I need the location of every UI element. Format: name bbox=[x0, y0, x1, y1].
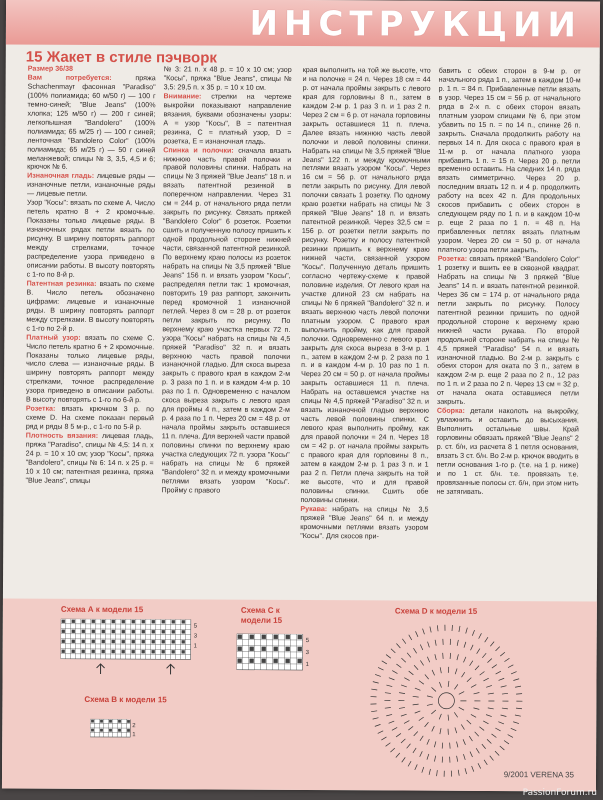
col4-paragraph bbox=[437, 255, 580, 408]
scheme-d-label: Схема D к модели 15 bbox=[394, 606, 478, 616]
paragraph-heading: Платный узор: bbox=[26, 333, 81, 342]
col1-paragraph bbox=[27, 172, 155, 200]
schemes-area bbox=[2, 598, 597, 791]
text-column-3 bbox=[300, 66, 431, 587]
paragraph-text: набрать на спицы № 3,5 пряжей "Blue Jeans" 64 п. и между кромочными петлями вязать узором "Косы". Для скосов при- bbox=[300, 504, 429, 540]
paragraph-text: вязать крючком 3 р. по схеме D. На схеме показан первый ряд и ряды 8 5 м-р., с 1-го по 5-й р. bbox=[25, 404, 154, 432]
text-column-4 bbox=[436, 67, 581, 588]
col1-paragraph bbox=[27, 199, 155, 280]
watermark: PassionForum.ru bbox=[522, 788, 597, 798]
paragraph-text: связать пряжей "Bandolero Color" 1 розетку и вшить ее в сквозной квадрат. Набрать на спицы № 3 пряжей "Blue Jeans" 14 п. и вязать патентной резинкой. Через 36 см = 174 р. от начального ряда петли закрыть по рисунку. Полосу патентной резинки пришить по одной продольной стороне к верхнему краю нижней части рукава. По второй продольной стороне набрать на спицы № 4,5 пряжей "Paradiso" 54 п. и вязать изнаночной гладью. Во 2-м р. закрыть с обеих сторон для оката по 3 п., затем в каждом 2-м р. еще 2 раза по 2 п., 12 раз по 1 п. и 2 раза по 2 п. Через 13 см = 32 р. от начала оката оставшиеся петли закрыть. bbox=[436, 254, 580, 407]
paragraph-text: лицевая гладь, пряжа "Paradiso", спицы № 4,5: 14 п. х 24 р. = 10 х 10 см; узор "Косы", пряжа "Bandolero", спицы № 6: 14 п. х 25 р. = 10 х 10 см; патентная резинка, пряжа "Blue Jeans", спицы bbox=[25, 432, 154, 485]
scheme-c-row-5: 5 bbox=[305, 638, 310, 645]
scheme-b-label: Схема В к модели 15 bbox=[84, 694, 167, 705]
paragraph-heading: Плотность вязания: bbox=[25, 431, 99, 441]
paragraph-text: бавить с обеих сторон в 9-м р. от начального ряда 1 п., затем в каждом 10-м р. 1 п. = 84 п. Прибавленные петли вязать в узор. Через 15 см = 56 р. от начального ряда в 2-х п. с обеих сторон вязать платным узором спицами № 6, при этом убавить по 15 п. = по 14 п., спинке 26 п. закрыть. Сначала продолжить работу на первых 14 п. Для скоса с правого края в 11-м р. от начала платного узора прибавить 1 п. = 15 п. Через 20 р. петли временно оставить. На следних 14 п. ряда вязать симметрично. Через 20 р. последним вязать 12 п. и 4 р. продолжить работу на всех 42 п. Для продольных скосов прибавить с обеих сторон в следующем ряду по 1 п. и в каждом 10-м р. еще 2 раза по 1 п. = 48 п. На прибавленных петлях вязать платным узором. Через 20 см = 50 р. от начала платного узора петли закрыть. bbox=[437, 66, 581, 255]
page-footer: 9/2001 VERENA 35 bbox=[503, 770, 575, 780]
col4-paragraph bbox=[436, 407, 578, 497]
paragraph-text: Узор "Косы": вязать по схеме А. Число петель кратно 8 + 2 кромочные. Показаны только лицевые ряды. В изнаночных рядах петли вязать по рисунку. В ширину повторять раппорт между стрелками, точное распределение узора приведено в описании работы. В высоту повторять с 1-го по 8-й р. bbox=[26, 198, 156, 279]
paragraph-text: пряжа Schachenmayr фасонная "Paradiso" (100% полиамида; 60 м/50 г) — 100 г темно-синей; "Blue Jeans" (100% хлопка; 125 м/50 г) — 200 г синей; легкопышная "Bandolero" (100% полиамида; 65 м/25 г) — 100 г синей; ленточная "Bandolero Color" (100% полиамида; 65 м/25 г) — 50 г синей меланжевой; спицы № 3, 3,5, 4,5 и 6; крючок № 6. bbox=[27, 73, 156, 172]
section-label: ИНСТРУКЦИИ bbox=[249, 3, 583, 46]
paragraph-heading: Сборка: bbox=[436, 406, 465, 416]
paragraph-heading: Внимание: bbox=[163, 92, 202, 101]
paragraph-heading: Розетка: bbox=[437, 254, 468, 263]
col1-paragraph bbox=[26, 279, 154, 333]
paragraph-text: детали наколоть на выкройку, увлажнить и оставить до высыхания. Выполнить остальные швы. Край горловины обвязать пряжей "Blue Jeans" 2 р. ст. б/н, из расчета 8 1 петля основания, вязать 3 ст. б/н. Во 2-м р. крючок вводить в петли основания 1-го р. (т.е. на 1 р. ниже) и по 1 ст. б/н. т.е. провязать т.е. провязанные полосы ст. б/н, при этом нить не затягивать. bbox=[436, 407, 579, 496]
paragraph-heading: Патентная резинка: bbox=[26, 279, 97, 288]
col2-paragraph bbox=[163, 92, 291, 146]
scheme-b-row-2: 2 bbox=[132, 723, 136, 730]
paragraph-text: края выполнить на той же высоте, что и на полочке = 24 п. Через 18 см = 44 р. от начала проймы закрыть с левого края для горловины 8 п., затем в каждом 2-м р. 1 раз 3 п. и 1 раз 2 п. Через 2 см = 6 р. от начала горловины закрыть оставшиеся 11 п. плеча. Далее вязать нижнюю часть левой полочки и левой половины спинки. Набрать на спицы № 3,5 пряжей "Blue Jeans" 122 п. и между кромочными петлями вязать узором "Косы". Через 16 см = 56 р. от начального ряда петли закрыть по рисунку. Для левой полочки связать 1 розетку. По одному краю розетки набрать на спицы № 3 пряжей "Blue Jeans" 18 п. и вязать патентной резинкой. Через 32,5 см = 156 р. от розетки петли закрыть по рисунку. Розетку и полосу патентной резинки пришить к верхнему краю нижней части, связанной узором "Косы". Полученную деталь пришить согласно чертежу-схеме к правой половине изделия. От левого края на участке длиной 23 см набрать на спицы № 6 пряжей "Bandolero" 32 п. и вязать верхнюю часть левой полочки платным узором. С правого края выполнить пройму, как для правой полочки. Одновременно с левого края закрыть для скоса выреза в 3-м р. 1 п., затем в каждом 2-м р. 2 раза по 1 п. и в каждом 4-м р. 10 раз по 1 п. Через 20 см = 50 р. от начала проймы закрыть оставшиеся 11 п. плеча. Набрать на оставшемся участке на спицы № 4,5 пряжей "Paradiso" 32 п. и вязать изнаночной гладью верхнюю часть левой половины спинки. С левого края выполнить пройму, как для правой полочки = 24 п. Через 18 см = 42 р. от начала проймы закрыть с правого края для горловины 8 п., затем в каждом 2-м р. 1 раз 3 п. и 1 раз 2 п. Петли плеча закрыть на той же высоте, что и для правой половины спинки. Сшить обе половины спинки. bbox=[300, 66, 431, 505]
paragraph-text: вязать по схеме В. Число петель обозначено цифрами: лицевые и изнаночные ряды. В ширину повторять раппорт между стрелками. В высоту повторять с 1-го по 2-й р. bbox=[26, 279, 155, 333]
paragraph-heading: Изнаночная гладь: bbox=[27, 172, 95, 181]
col3-paragraph bbox=[300, 66, 430, 505]
paragraph-text: лицевые ряды — изнаночные петли, изнаночные ряды — лицевые петли. bbox=[27, 172, 156, 199]
section-banner bbox=[6, 0, 600, 48]
col1-paragraph bbox=[27, 74, 156, 173]
scheme-a-row-3: 3 bbox=[193, 633, 198, 640]
paragraph-heading: Спинка и полочки: bbox=[163, 145, 234, 155]
scheme-a-row-5: 5 bbox=[193, 623, 198, 630]
paragraph-text: сначала вязать нижнюю часть правой полочки и правой половины спинки. Набрать на спицы № 3 пряжей "Blue Jeans" 18 п. и вязать патентной резинкой в поперечном направлении. Через 31 см = 244 р. от начального ряда петли закрыть по рисунку. Связать пряжей "Bandolero Color" 6 розеток. Розетки сшить и полученную полосу пришить к одной продольной стороне нижней части, связанной патентной резинкой. По верхнему краю полосы из розеток набрать на спицы № 3,5 пряжей "Blue Jeans" 156 п. и вязать узором "Косы", распределяя петли так: 1 кромочная, повторить 19 раз раппорт, закончить перед кромочной 1 изнаночной петлей. Через 8 см = 28 р. от розеток петли закрыть по рисунку. По верхнему краю участка первых 72 п. узора "Косы" набрать на спицы № 4,5 пряжей "Paradiso" 32 п. и вязать верхнюю часть правой полочки изнаночной гладью. Для скоса выреза закрыть с правого края в каждом 2-м р. 3 раза по 1 п. и в каждом 4-м р. 10 раз по 1 п. Одновременно с началом скоса выреза закрыть с левого края для проймы 4 п., затем в каждом 2-м р. 4 раза по 1 п. Через 20 см = 48 р. от начала проймы закрыть оставшиеся 11 п. плеча. Для верхней части правой половины спинки по верхнему краю участка следующих 72 п. узора "Косы" набрать на спицы № 6 пряжей "Bandolero" 32 п. и между кромочными петлями вязать узором "Косы". Пройму с правого bbox=[161, 146, 292, 495]
scheme-d-rosette bbox=[368, 622, 529, 783]
scheme-c-label: Схема С к модели 15 bbox=[240, 605, 283, 625]
scheme-a-row-1: 1 bbox=[193, 643, 198, 650]
paragraph-text: стрелки на чертеже выкройки показывают направление вязания, буквами обозначены узоры: А = узор "Косы", В = патентная резинка, С = платный узор, D = розетка, Е = изнаночная гладь. bbox=[163, 92, 292, 146]
size-line: Размер 36/38 bbox=[27, 64, 74, 73]
article-title: 15 Жакет в стиле пэчворк bbox=[25, 48, 217, 67]
repeat-arrows-a bbox=[97, 664, 175, 674]
scheme-a-label: Схема А к модели 15 bbox=[60, 604, 144, 615]
col1-paragraph bbox=[26, 333, 154, 405]
paragraph-text: № 3: 21 п. х 48 р. = 10 х 10 см; узор "Косы", пряжа "Blue Jeans", спицы № 3,5: 29,5 п. х 35 р. = 10 х 10 см. bbox=[163, 65, 292, 92]
col2-paragraph bbox=[161, 146, 291, 496]
scheme-c-grid bbox=[236, 634, 316, 694]
col2-paragraph bbox=[164, 65, 292, 93]
paragraph-heading: Рукава: bbox=[300, 504, 328, 513]
scheme-c-row-3: 3 bbox=[305, 650, 310, 657]
scheme-a-grid bbox=[61, 619, 201, 680]
col3-paragraph bbox=[300, 505, 428, 541]
text-column-2 bbox=[161, 65, 292, 586]
paragraph-text: вязать по схеме С. Число петель кратно 6 + 2 кромочные. Показаны только лицевые ряды, число слева — изнаночные ряды. В ширину повторять раппорт между стрелками, точное распределение узора приведено в описании работы. В высоту повторять с 1-го по 6-й р. bbox=[25, 333, 155, 405]
col1-paragraph bbox=[26, 405, 154, 433]
paragraph-heading: Розетка: bbox=[25, 404, 56, 413]
scheme-c-row-1: 1 bbox=[305, 662, 309, 669]
paragraph-heading: Вам потребуется: bbox=[27, 73, 112, 82]
col4-paragraph bbox=[438, 67, 581, 256]
text-column-1 bbox=[25, 65, 156, 546]
col1-paragraph bbox=[26, 432, 154, 486]
scheme-b-row-1: 1 bbox=[132, 732, 136, 739]
scheme-b-grid bbox=[90, 719, 140, 759]
magazine-page bbox=[2, 0, 600, 792]
